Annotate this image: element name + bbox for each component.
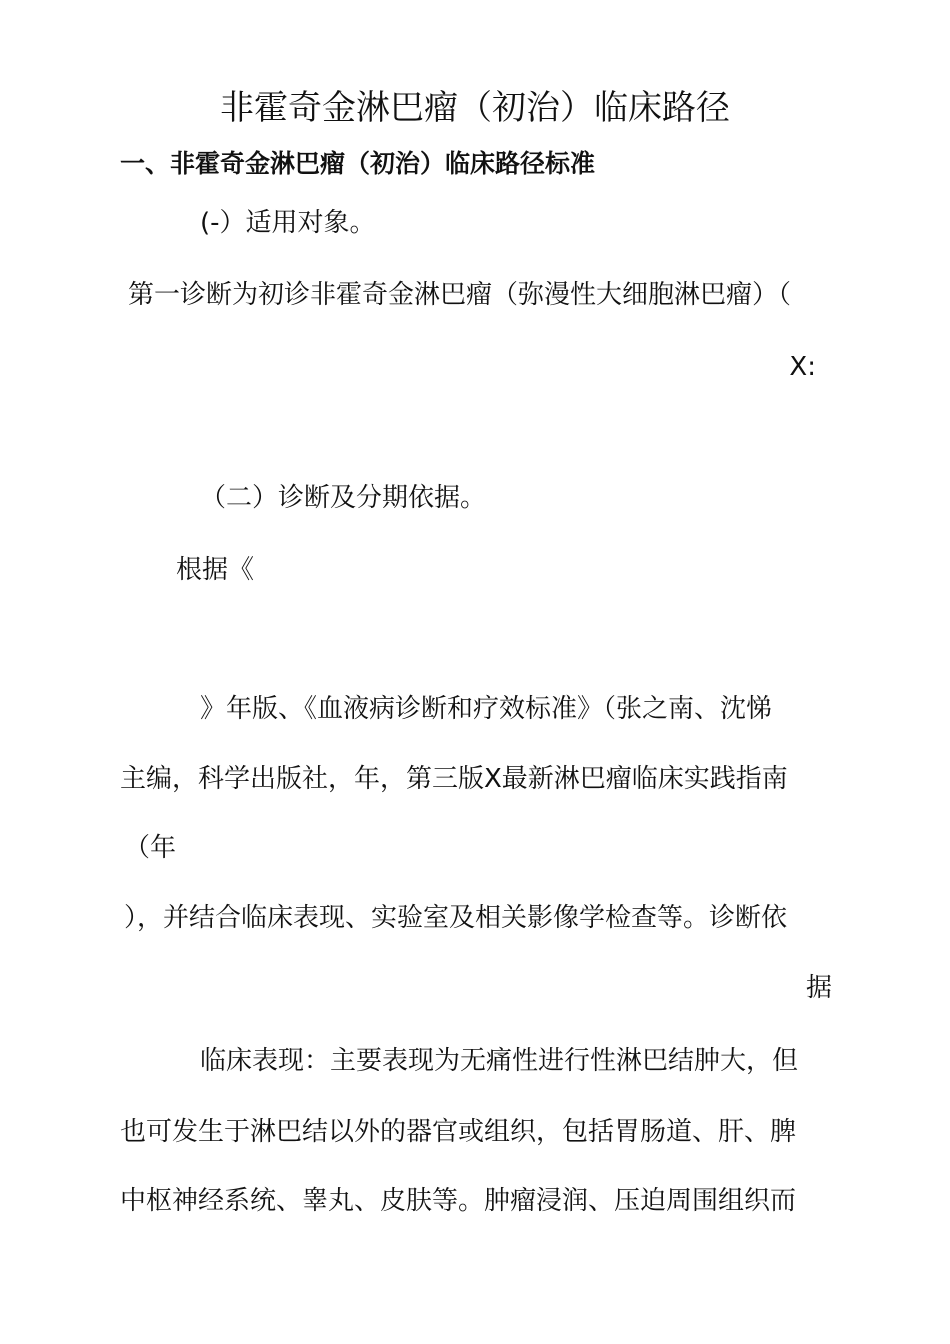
paragraph-line: 》年版、《血液病诊断和疗效标准》（张之南、沈悌 <box>200 694 773 724</box>
paragraph-line: 主编，科学出版社，年，第三版X最新淋巴瘤临床实践指南 <box>120 764 788 794</box>
paragraph-line: 根据《 <box>176 555 255 585</box>
section-heading: 一、非霍奇金淋巴瘤（初治）临床路径标准 <box>120 149 596 178</box>
paragraph-line: 据 <box>805 973 832 1003</box>
paragraph-line: ），并结合临床表现、实验室及相关影像学检查等。诊断依 <box>124 903 788 933</box>
paragraph-line: 第一诊断为初诊非霍奇金淋巴瘤（弥漫性大细胞淋巴瘤）（ <box>128 280 792 310</box>
paragraph-line: X: <box>789 352 816 382</box>
document-title: 非霍奇金淋巴瘤（初治）临床路径 <box>220 88 730 128</box>
subsection-heading-diagnosis: （二）诊断及分期依据。 <box>200 483 487 513</box>
paragraph-line: （年 <box>124 833 177 863</box>
paragraph-line: 也可发生于淋巴结以外的器官或组织，包括胃肠道、肝、脾 <box>120 1117 797 1147</box>
paragraph-line: 中枢神经系统、睾丸、皮肤等。肿瘤浸润、压迫周围组织而 <box>120 1186 797 1216</box>
subsection-heading-applicable: (-）适用对象。 <box>200 208 376 238</box>
paragraph-line: 临床表现：主要表现为无痛性进行性淋巴结肿大，但 <box>200 1046 799 1076</box>
